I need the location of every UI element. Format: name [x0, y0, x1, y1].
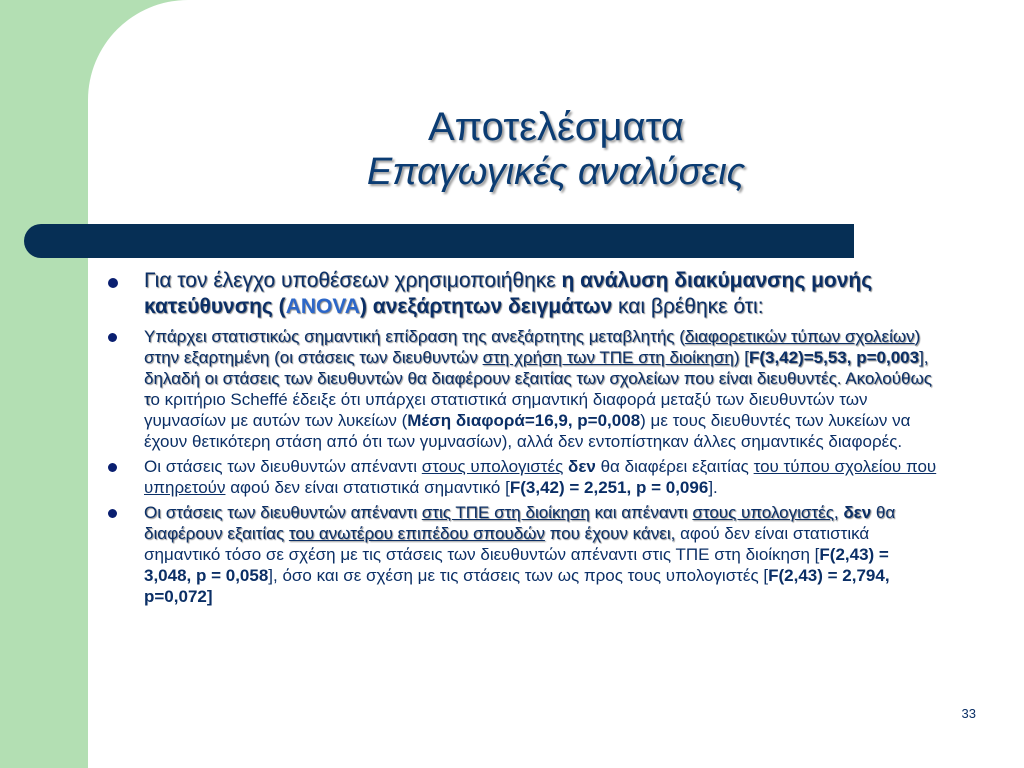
bullet-item — [98, 326, 938, 452]
text-run: , — [833, 503, 844, 522]
bullet-list — [98, 268, 938, 611]
text-run: ], δηλαδή οι στάσεις των διευθυντών θα διαφέρουν εξαιτίας των σχολείων που είναι διευθυντές. Ακολούθως τ — [144, 348, 932, 409]
text-run: και απέναντι — [589, 503, 693, 522]
text-run: ) στην εξαρτημένη (οι στάσεις των διευθυντών — [144, 327, 921, 367]
text-run: Οι στάσεις των διευθυντών απέναντι — [144, 457, 422, 476]
text-run: διαφορετικών τύπων σχολείων — [684, 327, 915, 346]
text-run: ο κριτήριο Scheffé έδειξε ότι υπάρχει στατιστικά σημαντική διαφορά μεταξύ των διευθυντών των γυμνασίων με αυτών των λυκείων ( — [144, 390, 868, 430]
text-run: ) με τους διευθυντές των λυκείων να έχουν θετικότερη στάση από ότι των γυμνασίων), αλλά δεν εντοπίστηκαν άλλες σημαντικές διαφορές. — [144, 411, 911, 451]
text-run: ]. — [708, 478, 718, 497]
text-run: ) [ — [733, 348, 749, 367]
slide-subtitle: Επαγωγικές αναλύσεις — [366, 151, 746, 193]
text-run: και βρέθηκε ότι: — [612, 295, 764, 318]
stat-result: F(3,42)=5,53, p=0,003 — [748, 348, 920, 367]
text-run: δεν — [843, 503, 872, 522]
bullet-text — [144, 269, 872, 318]
text-run: στη χρήση των ΤΠΕ στη διοίκηση — [482, 348, 734, 367]
bullet-icon — [108, 463, 117, 472]
bullet-text — [144, 327, 932, 451]
stat-result: Μέση διαφορά=16,9, p=0,008 — [407, 411, 641, 430]
text-run: του τύπου σχολείου που υπηρετούν — [144, 457, 937, 497]
text-run: ], όσο και σε σχέση με τις στάσεις των ως προς τους υπολογιστές [ — [268, 566, 769, 585]
stat-result: F(2,43) = 3,048, p = 0,058 — [144, 545, 889, 585]
anova-term: ANOVA — [285, 295, 360, 318]
bullet-icon — [108, 333, 117, 342]
title-divider-bar — [24, 224, 854, 258]
slide-title: Αποτελέσματα — [427, 105, 685, 149]
bullet-icon — [108, 278, 118, 288]
text-run: Οι στάσεις των διευθυντών απέναντι — [144, 503, 422, 522]
text-run: στις ΤΠΕ στη διοίκηση — [421, 503, 590, 522]
page-number: 33 — [961, 706, 976, 721]
text-run: στους υπολογιστές — [692, 503, 834, 522]
bullet-text — [144, 503, 895, 606]
title-block — [88, 104, 1024, 194]
text-run: αφού δεν είναι στατιστικά σημαντικό τόσο σε σχέση με τις στάσεις των διευθυντών απέναντι στις ΤΠΕ στη διοίκηση [ — [144, 524, 870, 564]
bullet-item — [98, 456, 938, 498]
text-run: η ανάλυση διακύμανσης μονής κατεύθυνσης ( — [144, 269, 873, 318]
stat-result: F(2,43) = 2,794, p=0,072] — [144, 566, 890, 606]
bullet-icon — [108, 509, 117, 518]
text-run: που έχουν κάνει, — [544, 524, 681, 543]
text-run: δεν — [568, 457, 596, 476]
bullet-item — [98, 268, 938, 320]
text-run: Υπάρχει στατιστικώς σημαντική επίδραση της ανεξάρτητης μεταβλητής ( — [144, 327, 685, 346]
text-run: ) ανεξάρτητων δειγμάτων — [359, 295, 613, 318]
text-run: θα διαφέρει εξαιτίας — [595, 457, 754, 476]
text-run: θα διαφέρουν εξαιτίας — [144, 503, 896, 543]
text-run: του ανωτέρου επιπέδου σπουδών — [288, 524, 545, 543]
bullet-item — [98, 502, 938, 607]
bullet-text — [144, 457, 936, 497]
text-run: στους υπολογιστές — [421, 457, 564, 476]
text-run: Για τον έλεγχο υποθέσεων χρησιμοποιήθηκε — [144, 269, 562, 292]
text-run: αφού δεν είναι στατιστικά σημαντικό [ — [225, 478, 510, 497]
stat-result: F(3,42) = 2,251, p = 0,096 — [509, 478, 709, 497]
